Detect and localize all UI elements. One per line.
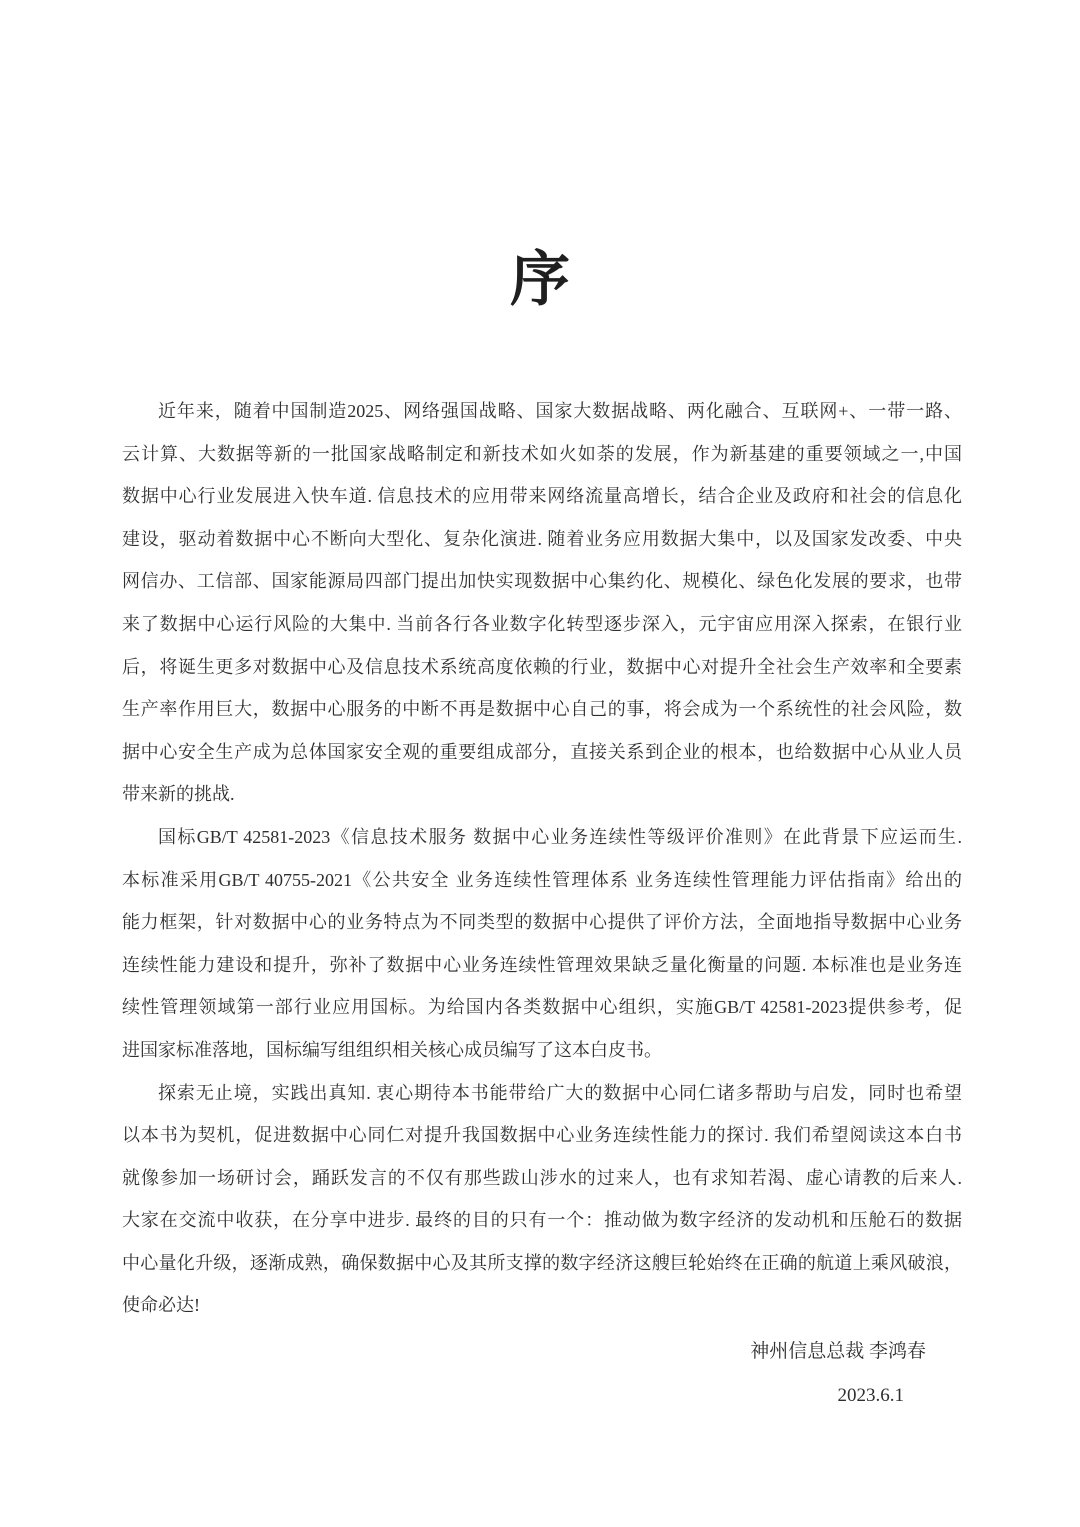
text-line: 连续性能力建设和提升，弥补了数据中心业务连续性管理效果缺乏量化衡量的问题. 本标准也是业务连	[122, 954, 962, 975]
text-line: 云计算、大数据等新的一批国家战略制定和新技术如火如荼的发展，作为新基建的重要领域之一,中国	[122, 443, 962, 464]
paragraph	[122, 816, 962, 1072]
preface-body	[122, 390, 962, 1327]
date-line: 2023.6.1	[837, 1385, 904, 1406]
paragraph	[122, 390, 962, 816]
text-line: 后，将诞生更多对数据中心及信息技术系统高度依赖的行业，数据中心对提升全社会生产效率和全要素	[122, 656, 962, 677]
text-line: 国标GB/T 42581-2023《信息技术服务 数据中心业务连续性等级评价准则》在此背景下应运而生.	[158, 826, 962, 847]
text-line: 能力框架，针对数据中心的业务特点为不同类型的数据中心提供了评价方法，全面地指导数据中心业务	[122, 912, 962, 933]
text-line: 进国家标准落地，国标编写组组织相关核心成员编写了这本白皮书。	[122, 1039, 662, 1060]
text-line: 大家在交流中收获，在分享中进步. 最终的目的只有一个：推动做为数字经济的发动机和压舱石的数据	[122, 1210, 962, 1231]
text-line: 以本书为契机，促进数据中心同仁对提升我国数据中心业务连续性能力的探讨. 我们希望阅读这本白书	[122, 1125, 962, 1146]
paragraph	[122, 1072, 962, 1328]
text-line: 近年来，随着中国制造2025、网络强国战略、国家大数据战略、两化融合、互联网+、一带一路、	[158, 401, 962, 421]
text-line: 建设，驱动着数据中心不断向大型化、复杂化演进. 随着业务应用数据大集中，以及国家发改委、中央	[122, 528, 962, 549]
text-line: 生产率作用巨大，数据中心服务的中断不再是数据中心自己的事，将会成为一个系统性的社会风险，数	[122, 699, 962, 720]
text-line: 来了数据中心运行风险的大集中. 当前各行各业数字化转型逐步深入，元宇宙应用深入探索，在银行业	[122, 613, 962, 634]
text-line: 据中心安全生产成为总体国家安全观的重要组成部分，直接关系到企业的根本，也给数据中心从业人员	[122, 741, 962, 762]
text-line: 带来新的挑战.	[122, 784, 235, 805]
text-line: 续性管理领域第一部行业应用国标。为给国内各类数据中心组织，实施GB/T 42581-2023提供参考，促	[122, 997, 962, 1018]
preface-title: 序	[510, 247, 570, 313]
text-line: 网信办、工信部、国家能源局四部门提出加快实现数据中心集约化、规模化、绿色化发展的要求，也带	[122, 571, 962, 592]
text-line: 就像参加一场研讨会，踊跃发言的不仅有那些跋山涉水的过来人，也有求知若渴、虚心请教的后来人.	[122, 1167, 962, 1188]
text-line: 数据中心行业发展进入快车道. 信息技术的应用带来网络流量高增长，结合企业及政府和社会的信息化	[122, 486, 962, 507]
text-line: 本标准采用GB/T 40755-2021《公共安全 业务连续性管理体系 业务连续性管理能力评估指南》给出的	[122, 869, 962, 890]
signature-line: 神州信息总裁 李鸿春	[750, 1341, 926, 1362]
text-line: 探索无止境，实践出真知. 衷心期待本书能带给广大的数据中心同仁诸多帮助与启发，同时也希望	[158, 1082, 962, 1103]
text-line: 使命必达!	[122, 1295, 200, 1316]
text-line: 中心量化升级，逐渐成熟，确保数据中心及其所支撑的数字经济这艘巨轮始终在正确的航道上乘风破浪，	[122, 1252, 962, 1273]
